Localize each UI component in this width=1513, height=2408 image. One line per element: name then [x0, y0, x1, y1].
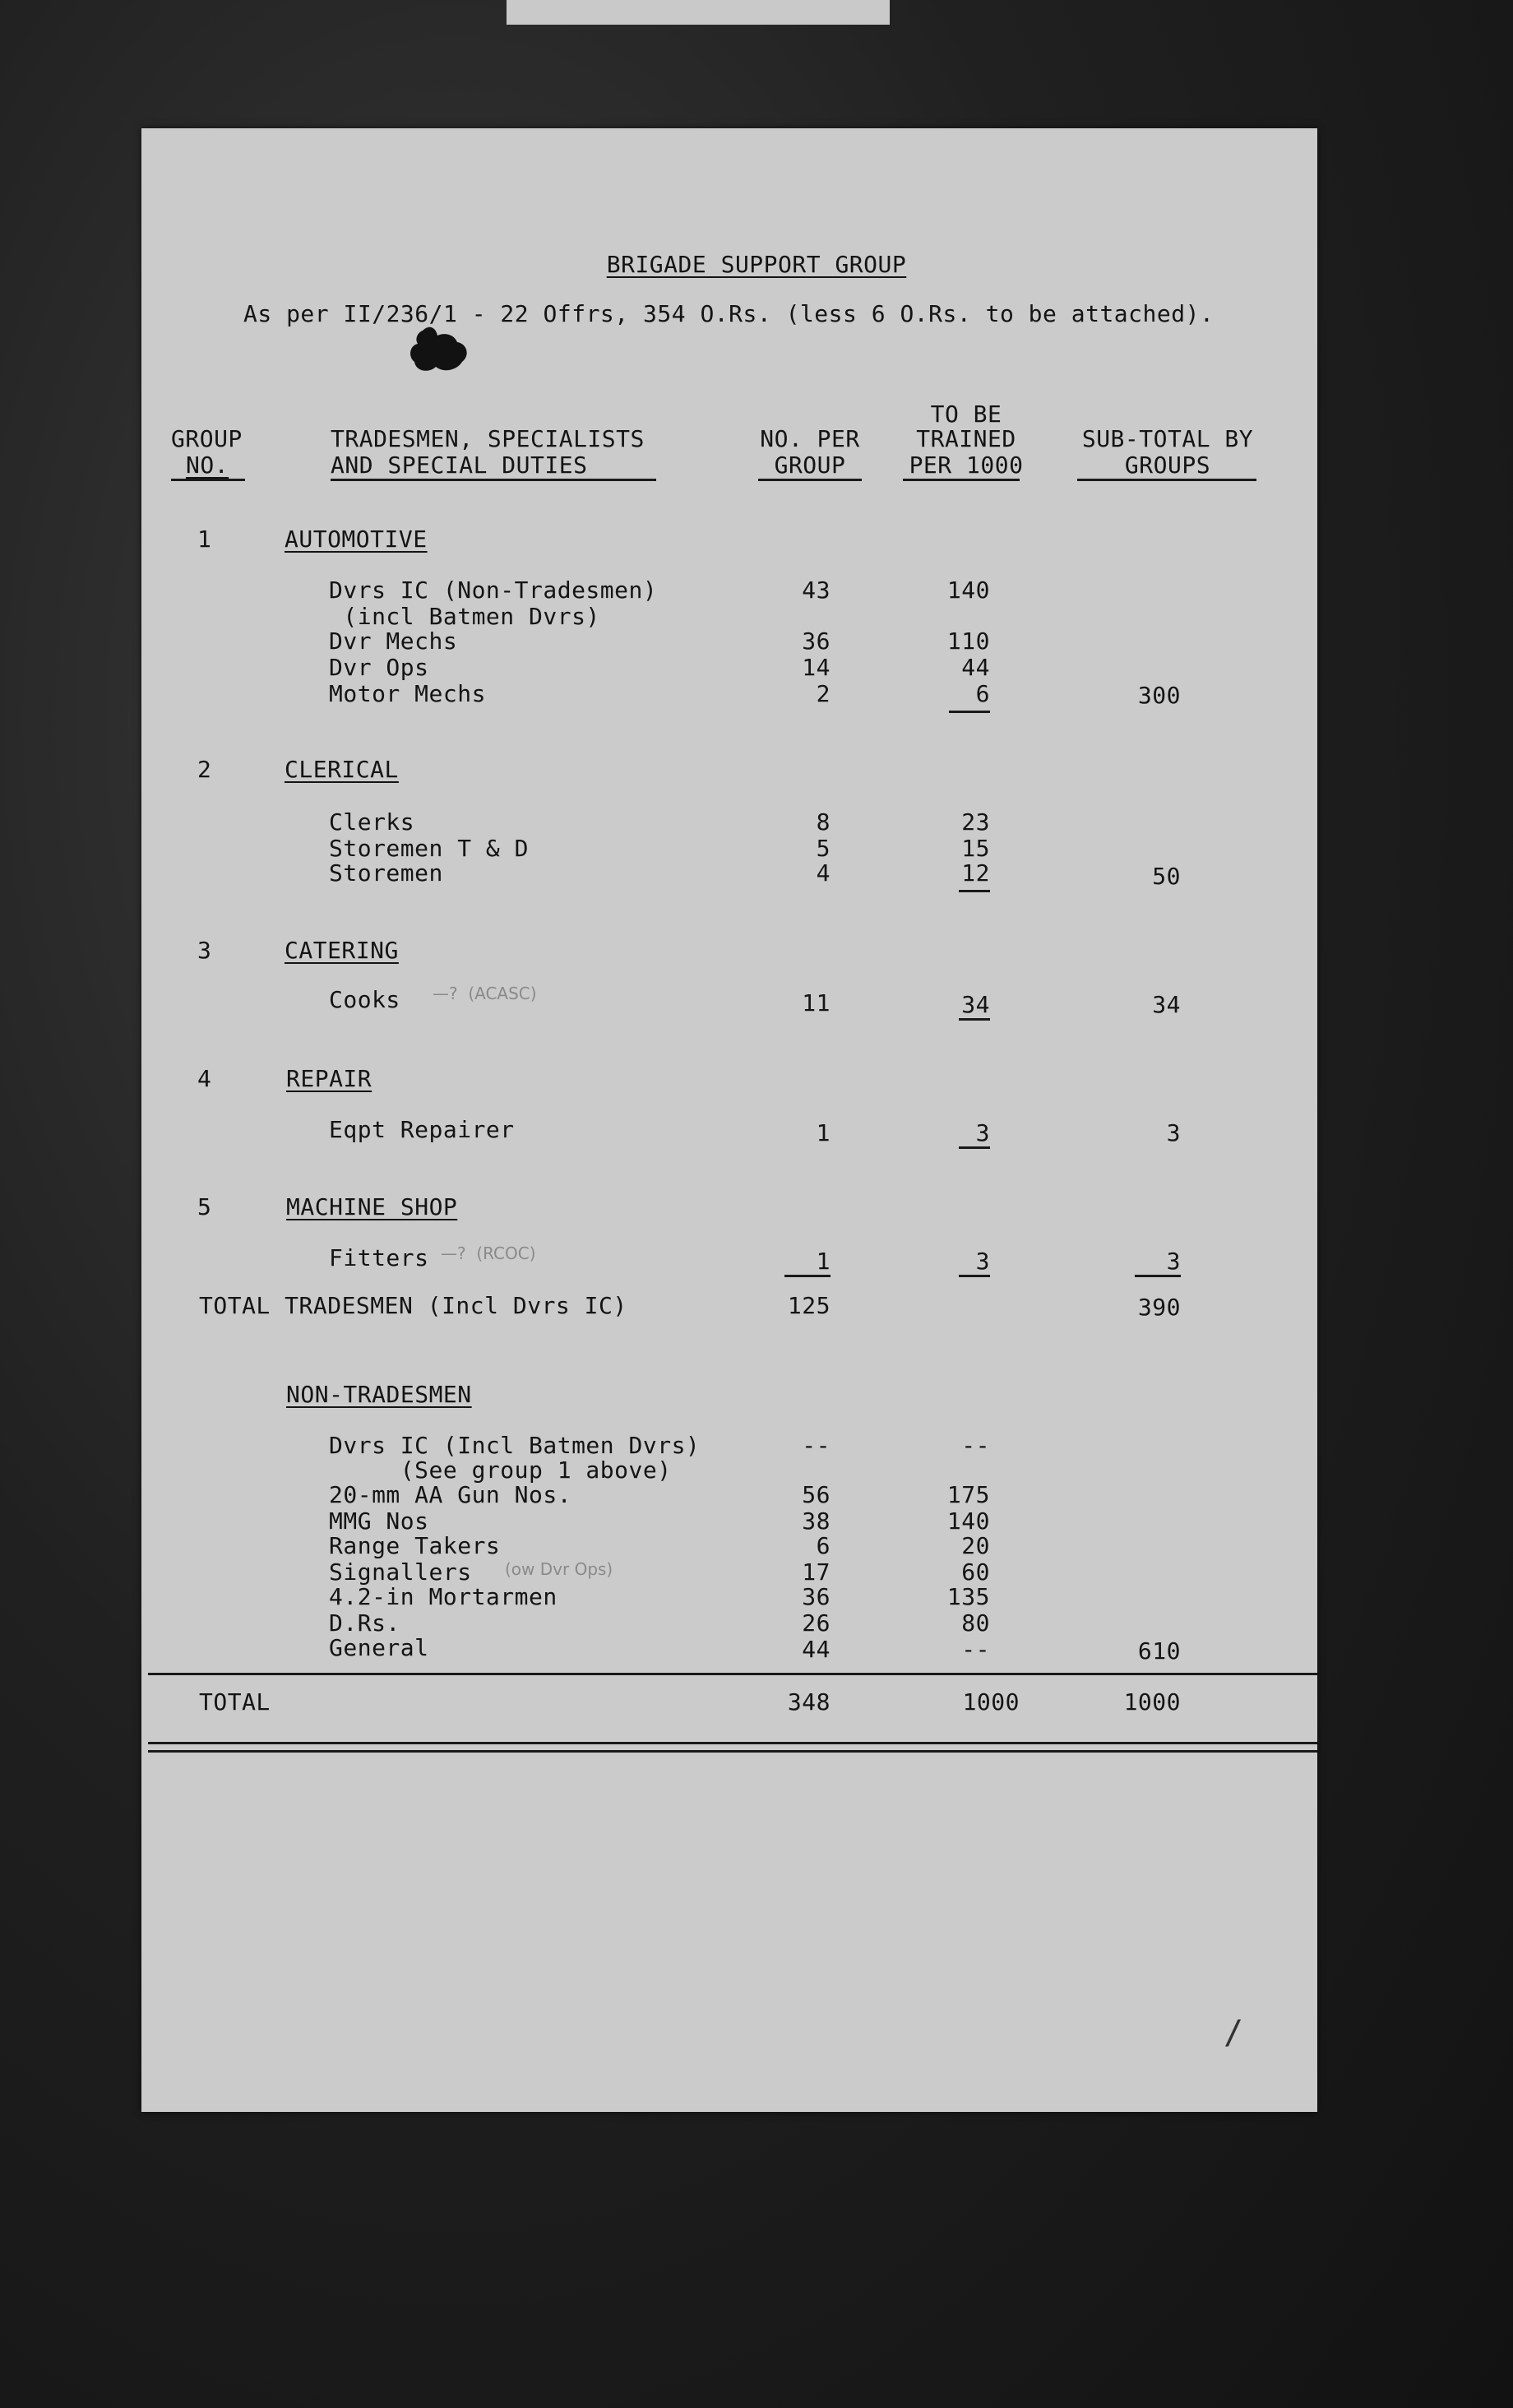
row-label: Fitters [329, 1244, 429, 1271]
row-label: D.Rs. [329, 1609, 400, 1637]
row-label: Signallers [329, 1558, 472, 1586]
top-paper-strip [507, 0, 890, 25]
row-label: Storemen [329, 859, 443, 887]
row-trained: 15 [961, 835, 990, 862]
row-no-per-group: 17 [802, 1558, 831, 1586]
row-label: (See group 1 above) [329, 1456, 672, 1484]
header-trades-underline [331, 479, 656, 481]
row-label: Eqpt Repairer [329, 1116, 515, 1143]
grand-total-trained: 1000 [962, 1688, 1020, 1716]
group-subtotal: 300 [1137, 682, 1181, 709]
trained-sum-underline [959, 1275, 990, 1277]
total-rule-top [148, 1673, 1317, 1675]
group-number: 2 [197, 756, 212, 783]
header-no-per-1: NO. PER [760, 425, 860, 452]
group-number: 1 [197, 526, 212, 553]
row-trained: 80 [961, 1609, 990, 1637]
row-no-per-group: 5 [816, 835, 831, 862]
row-no-per-group: 38 [802, 1507, 831, 1535]
row-no-per-group: 44 [802, 1636, 831, 1663]
row-no-per-group: 6 [816, 1532, 831, 1559]
header-subtotal-2: GROUPS [1124, 452, 1211, 479]
total-double-rule-1 [148, 1742, 1317, 1744]
non-tradesmen-subtotal: 610 [1137, 1637, 1181, 1665]
trained-sum-underline [959, 1146, 990, 1149]
row-no-per-group: 1 [816, 1119, 831, 1146]
row-label: Dvrs IC (Incl Batmen Dvrs) [329, 1432, 701, 1459]
header-subtotal-1: SUB-TOTAL BY [1081, 425, 1254, 452]
row-no-per-group: 2 [816, 680, 831, 707]
group-name: CLERICAL [285, 756, 399, 783]
row-label: Range Takers [329, 1532, 501, 1559]
row-trained: 140 [946, 577, 990, 604]
row-label: 4.2-in Mortarmen [329, 1583, 558, 1610]
row-label: Dvr Mechs [329, 627, 458, 655]
row-no-per-group: 11 [802, 989, 831, 1016]
document-subtitle: As per II/236/1 - 22 Offrs, 354 O.Rs. (less 6 O.Rs. to be attached). [243, 300, 1215, 327]
header-group-no-1: GROUP [171, 425, 243, 452]
group-number: 3 [197, 937, 212, 964]
row-trained: 12 [961, 859, 990, 887]
row-trained: 110 [946, 627, 990, 655]
grand-total-subtotal: 1000 [1123, 1688, 1181, 1716]
row-trained: 3 [975, 1119, 990, 1146]
document-title: BRIGADE SUPPORT GROUP [606, 251, 907, 278]
subtotal-sum-underline [1135, 1275, 1181, 1277]
row-no-per-group: -- [802, 1432, 831, 1459]
row-no-per-group: 56 [802, 1481, 831, 1508]
row-trained: 135 [946, 1583, 990, 1610]
header-group-no-2: NO. [186, 452, 229, 479]
grand-total-label: TOTAL [199, 1688, 271, 1716]
row-no-per-group: 36 [802, 627, 831, 655]
group-number: 4 [197, 1065, 212, 1092]
header-trained-2: TRAINED [916, 425, 1016, 452]
row-no-per-group: 43 [802, 577, 831, 604]
row-label: 20-mm AA Gun Nos. [329, 1481, 572, 1508]
header-subtotal-underline [1077, 479, 1256, 481]
trained-sum-underline [949, 711, 990, 713]
row-no-per-group: 26 [802, 1609, 831, 1637]
trained-sum-underline [959, 1018, 990, 1021]
group-subtotal: 3 [1166, 1248, 1181, 1275]
group-number: 5 [197, 1193, 212, 1220]
header-no-per-2: GROUP [774, 452, 846, 479]
row-no-per-group: 36 [802, 1583, 831, 1610]
total-tradesmen-no: 125 [787, 1292, 831, 1319]
row-trained: -- [961, 1432, 990, 1459]
row-trained: 3 [975, 1248, 990, 1275]
row-trained: 44 [961, 654, 990, 681]
header-trades-1: TRADESMEN, SPECIALISTS [331, 425, 645, 452]
header-trained-3: PER 1000 [909, 452, 1024, 479]
trained-sum-underline [959, 890, 990, 892]
row-label: Motor Mechs [329, 680, 486, 707]
total-tradesmen-subtotal: 390 [1137, 1294, 1181, 1321]
total-tradesmen-label: TOTAL TRADESMEN (Incl Dvrs IC) [199, 1292, 627, 1319]
ink-blot-icon [408, 324, 474, 380]
row-trained: 23 [961, 808, 990, 836]
row-label: Storemen T & D [329, 835, 530, 862]
grand-total-no: 348 [787, 1688, 831, 1716]
header-trained-1: TO BE [930, 401, 1002, 428]
row-label: General [329, 1634, 429, 1661]
group-subtotal: 3 [1166, 1119, 1181, 1146]
row-no-per-group: 1 [816, 1248, 831, 1275]
row-trained: 175 [946, 1481, 990, 1508]
pencil-annotation: (ow Dvr Ops) [505, 1559, 613, 1579]
row-label: (incl Batmen Dvrs) [329, 603, 600, 630]
header-group-underline [171, 479, 245, 481]
row-trained: 20 [961, 1532, 990, 1559]
group-name: REPAIR [286, 1065, 372, 1092]
group-name: MACHINE SHOP [286, 1193, 458, 1220]
header-no-per-underline [758, 479, 862, 481]
row-trained: 60 [961, 1558, 990, 1586]
row-label: Cooks [329, 986, 400, 1013]
row-trained: 34 [961, 991, 990, 1018]
page-mark: / [1224, 2014, 1244, 2052]
group-name: CATERING [285, 937, 399, 964]
row-label: Dvrs IC (Non-Tradesmen) [329, 577, 658, 604]
header-trades-2: AND SPECIAL DUTIES [331, 452, 588, 479]
pencil-annotation: —? (RCOC) [441, 1243, 536, 1263]
row-no-per-group: 8 [816, 808, 831, 836]
non-tradesmen-heading: NON-TRADESMEN [286, 1381, 472, 1408]
group-subtotal: 34 [1152, 991, 1181, 1018]
group-name: AUTOMOTIVE [285, 526, 428, 553]
pencil-annotation: —? (ACASC) [433, 984, 537, 1003]
row-no-per-group: 4 [816, 859, 831, 887]
row-trained: -- [961, 1636, 990, 1663]
row-trained: 140 [946, 1507, 990, 1535]
row-trained: 6 [975, 680, 990, 707]
row-label: Clerks [329, 808, 415, 836]
row-label: Dvr Ops [329, 654, 429, 681]
total-double-rule-2 [148, 1750, 1317, 1753]
no-sum-underline [784, 1275, 831, 1277]
row-no-per-group: 14 [802, 654, 831, 681]
row-label: MMG Nos [329, 1507, 429, 1535]
group-subtotal: 50 [1152, 863, 1181, 890]
header-trained-underline [903, 479, 1020, 481]
